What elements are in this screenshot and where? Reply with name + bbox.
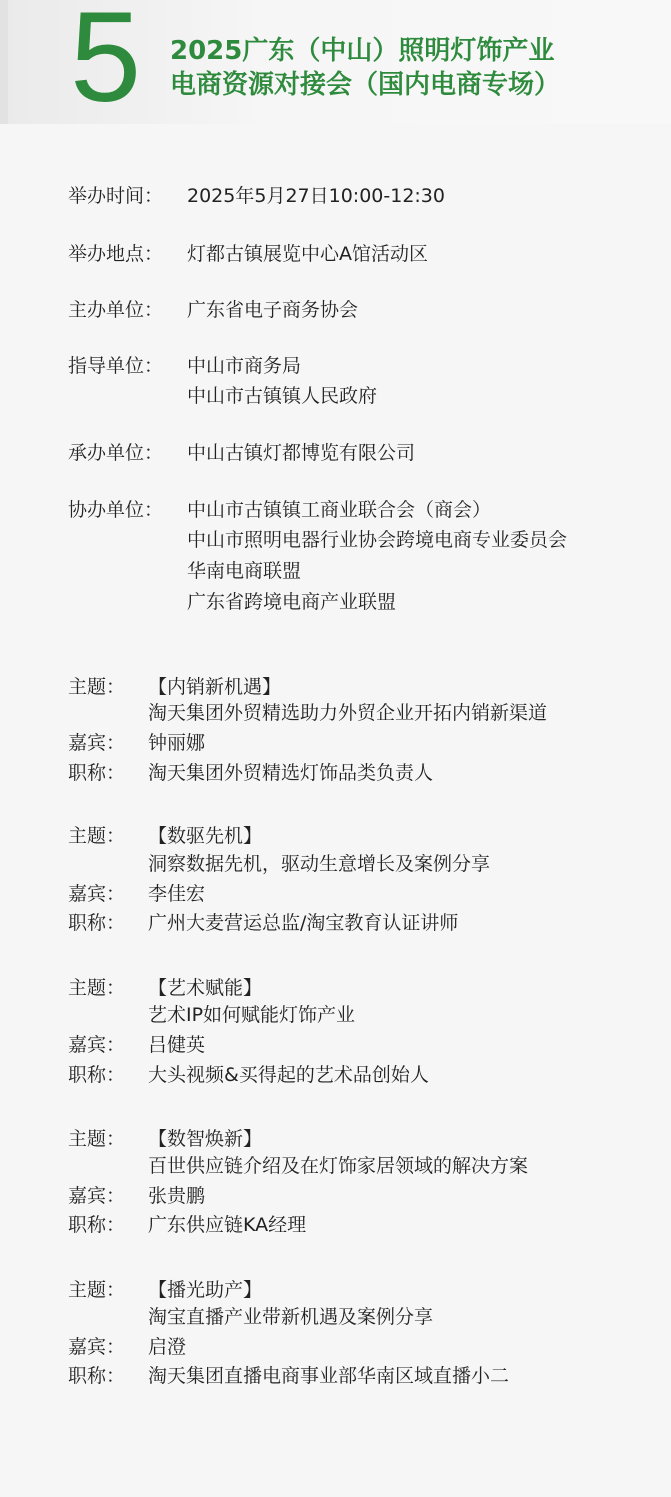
session-topic: 百世供应链介绍及在灯饰家居领域的解决方案 [148, 1155, 529, 1177]
left-edge-bar [0, 0, 8, 124]
info-value: 中山市照明电器行业协会跨境电商专业委员会 [187, 529, 568, 551]
session-guest: 张贵鹏 [148, 1185, 206, 1207]
topic-label: 主题： [68, 1128, 126, 1150]
topic-label: 主题： [68, 977, 126, 999]
position-label: 职称： [68, 912, 126, 934]
section-number: 5 [70, 0, 142, 129]
session-tag: 【内销新机遇】 [148, 676, 282, 698]
guest-label: 嘉宾： [68, 732, 126, 754]
title-line-1: 2025广东（中山）照明灯饰产业 [170, 36, 555, 66]
guest-label: 嘉宾： [68, 883, 126, 905]
title-line-2: 电商资源对接会（国内电商专场） [170, 70, 561, 100]
topic-label: 主题： [68, 1279, 126, 1301]
session-topic: 淘天集团外贸精选助力外贸企业开拓内销新渠道 [148, 702, 548, 724]
session-position: 淘天集团外贸精选灯饰品类负责人 [148, 762, 434, 784]
info-label: 承办单位： [68, 442, 164, 464]
info-label: 举办时间： [68, 185, 164, 207]
info-label: 主办单位： [68, 299, 164, 321]
session-topic: 艺术IP如何赋能灯饰产业 [148, 1004, 356, 1026]
session-position: 广州大麦营运总监/淘宝教育认证讲师 [148, 912, 459, 934]
topic-label: 主题： [68, 825, 126, 847]
session-tag: 【播光助产】 [148, 1279, 263, 1301]
info-label: 指导单位： [68, 355, 164, 377]
session-guest: 钟丽娜 [148, 732, 206, 754]
session-topic: 淘宝直播产业带新机遇及案例分享 [148, 1306, 434, 1328]
session-tag: 【数驱先机】 [148, 825, 263, 847]
info-value: 中山市古镇镇工商业联合会（商会） [187, 499, 492, 521]
session-tag: 【数智焕新】 [148, 1128, 263, 1150]
guest-label: 嘉宾： [68, 1034, 126, 1056]
info-value: 广东省跨境电商产业联盟 [187, 591, 397, 613]
page-title [170, 34, 650, 102]
guest-label: 嘉宾： [68, 1185, 126, 1207]
info-value: 中山市古镇镇人民政府 [187, 385, 378, 407]
info-value: 中山古镇灯都博览有限公司 [187, 442, 416, 464]
session-topic: 洞察数据先机，驱动生意增长及案例分享 [148, 853, 491, 875]
session-guest: 启澄 [148, 1336, 187, 1358]
session-position: 淘天集团直播电商事业部华南区域直播小二 [148, 1365, 510, 1387]
info-value: 中山市商务局 [187, 355, 302, 377]
info-value: 广东省电子商务协会 [187, 299, 359, 321]
position-label: 职称： [68, 1214, 126, 1236]
info-label: 协办单位： [68, 499, 164, 521]
info-value: 2025年5月27日10:00-12:30 [187, 185, 445, 207]
info-label: 举办地点： [68, 243, 164, 265]
topic-label: 主题： [68, 676, 126, 698]
session-guest: 吕健英 [148, 1034, 206, 1056]
info-value: 华南电商联盟 [187, 560, 302, 582]
session-tag: 【艺术赋能】 [148, 977, 263, 999]
position-label: 职称： [68, 1064, 126, 1086]
info-value: 灯都古镇展览中心A馆活动区 [187, 243, 428, 265]
guest-label: 嘉宾： [68, 1336, 126, 1358]
position-label: 职称： [68, 762, 126, 784]
session-guest: 李佳宏 [148, 883, 206, 905]
session-position: 广东供应链KA经理 [148, 1214, 307, 1236]
session-position: 大头视频&买得起的艺术品创始人 [148, 1064, 429, 1086]
position-label: 职称： [68, 1365, 126, 1387]
